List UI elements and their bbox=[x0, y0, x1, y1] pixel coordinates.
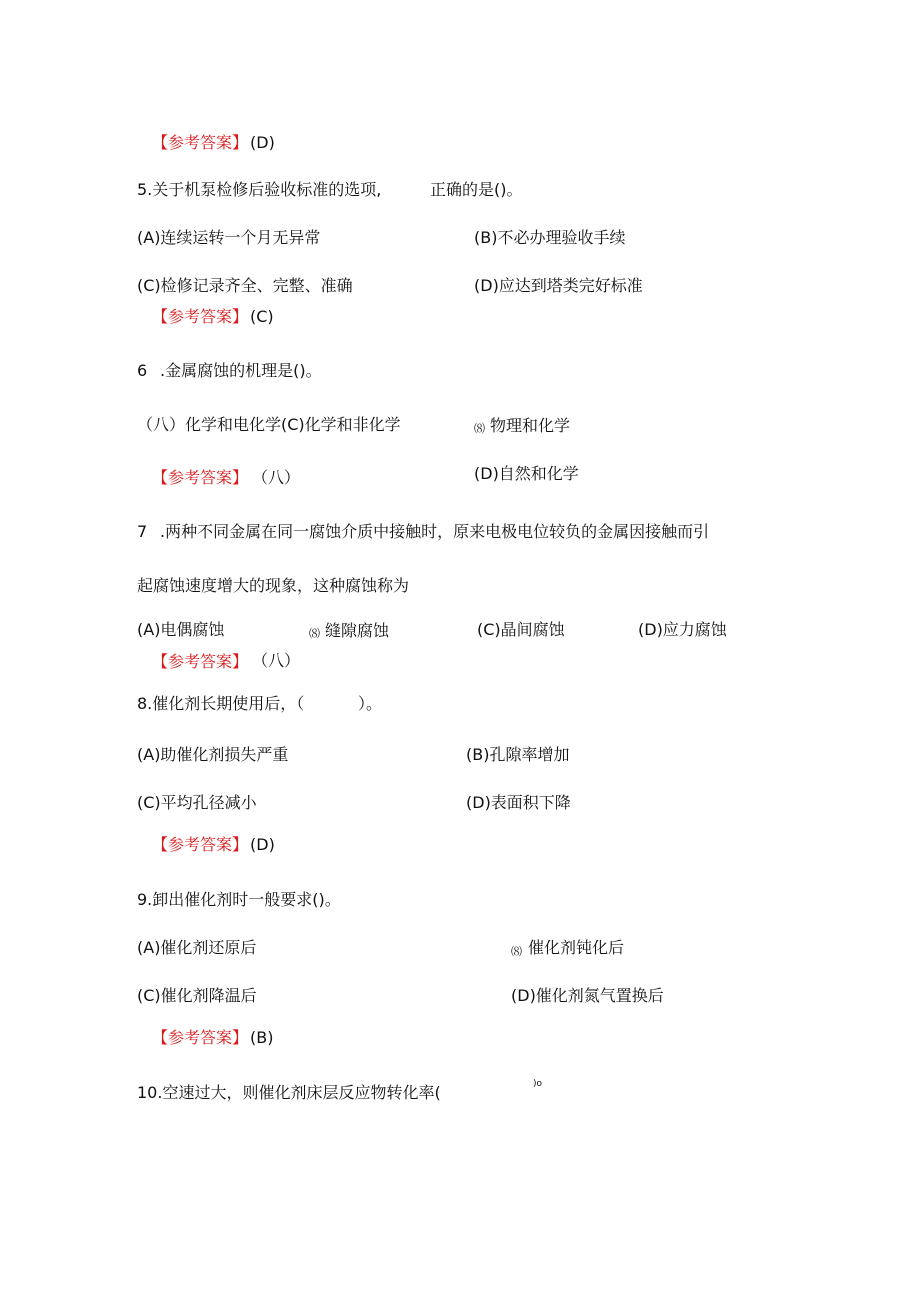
question-number: 7 bbox=[137, 522, 148, 541]
answer-label: 【参考答案】 bbox=[152, 652, 249, 671]
option-b-marker: ⑻ bbox=[309, 627, 320, 640]
answer-label: 【参考答案】 bbox=[152, 1028, 249, 1047]
option-b: 催化剂钝化后 bbox=[528, 938, 625, 957]
question-stem-line2: 起腐蚀速度增大的现象，这种腐蚀称为 bbox=[137, 576, 410, 595]
question-stem: .金属腐蚀的机理是()。 bbox=[160, 361, 322, 380]
answer-label: 【参考答案】 bbox=[152, 307, 249, 326]
answer-value: (D) bbox=[250, 133, 275, 152]
option-b: (B)孔隙率增加 bbox=[466, 745, 570, 764]
option-d: (D)自然和化学 bbox=[474, 464, 579, 483]
question-stem-continuation: 正确的是()。 bbox=[430, 180, 523, 199]
option-a: (A)催化剂还原后 bbox=[137, 938, 257, 957]
answer-value: （八） bbox=[252, 468, 301, 487]
option-c: (C)晶间腐蚀 bbox=[477, 620, 565, 639]
option-b: (B)不必办理验收手续 bbox=[474, 228, 626, 247]
option-b: 缝隙腐蚀 bbox=[325, 621, 390, 640]
option-c: (C)催化剂降温后 bbox=[137, 986, 257, 1005]
option-b: 物理和化学 bbox=[490, 416, 571, 435]
option-b-marker: ⑻ bbox=[511, 945, 522, 958]
option-a: (A)助催化剂损失严重 bbox=[137, 745, 289, 764]
question-stem: 5.关于机泵检修后验收标准的选项, bbox=[137, 180, 382, 199]
answer-label: 【参考答案】 bbox=[152, 468, 249, 487]
option-c: (C)检修记录齐全、完整、准确 bbox=[137, 276, 353, 295]
question-number: 6 bbox=[137, 361, 148, 380]
answer-label: 【参考答案】 bbox=[152, 835, 249, 854]
option-d: (D)表面积下降 bbox=[466, 793, 571, 812]
question-stem-continuation: ）。 bbox=[358, 694, 383, 713]
answer-label: 【参考答案】 bbox=[152, 133, 249, 152]
option-a: (A)电偶腐蚀 bbox=[137, 620, 225, 639]
option-a: (A)连续运转一个月无异常 bbox=[137, 228, 321, 247]
option-c: (C)平均孔径减小 bbox=[137, 793, 257, 812]
question-stem: 10.空速过大，则催化剂床层反应物转化率( bbox=[137, 1083, 441, 1102]
option-a-and-c: （八）化学和电化学(C)化学和非化学 bbox=[137, 415, 401, 434]
question-stem: 8.催化剂长期使用后，（ bbox=[137, 694, 305, 713]
answer-value: (D) bbox=[250, 835, 275, 854]
option-b-marker: ⑻ bbox=[474, 422, 485, 435]
option-d: (D)催化剂氮气置换后 bbox=[511, 986, 664, 1005]
answer-value: (C) bbox=[250, 307, 274, 326]
question-stem-end: )o bbox=[533, 1079, 543, 1089]
option-d: (D)应力腐蚀 bbox=[638, 620, 727, 639]
question-stem: 9.卸出催化剂时一般要求()。 bbox=[137, 890, 341, 909]
option-d: (D)应达到塔类完好标准 bbox=[474, 276, 643, 295]
answer-value: （八） bbox=[252, 651, 301, 670]
answer-value: (B) bbox=[250, 1028, 274, 1047]
question-stem-line1: .两种不同金属在同一腐蚀介质中接触时，原来电极电位较负的金属因接触而引 bbox=[160, 522, 710, 541]
